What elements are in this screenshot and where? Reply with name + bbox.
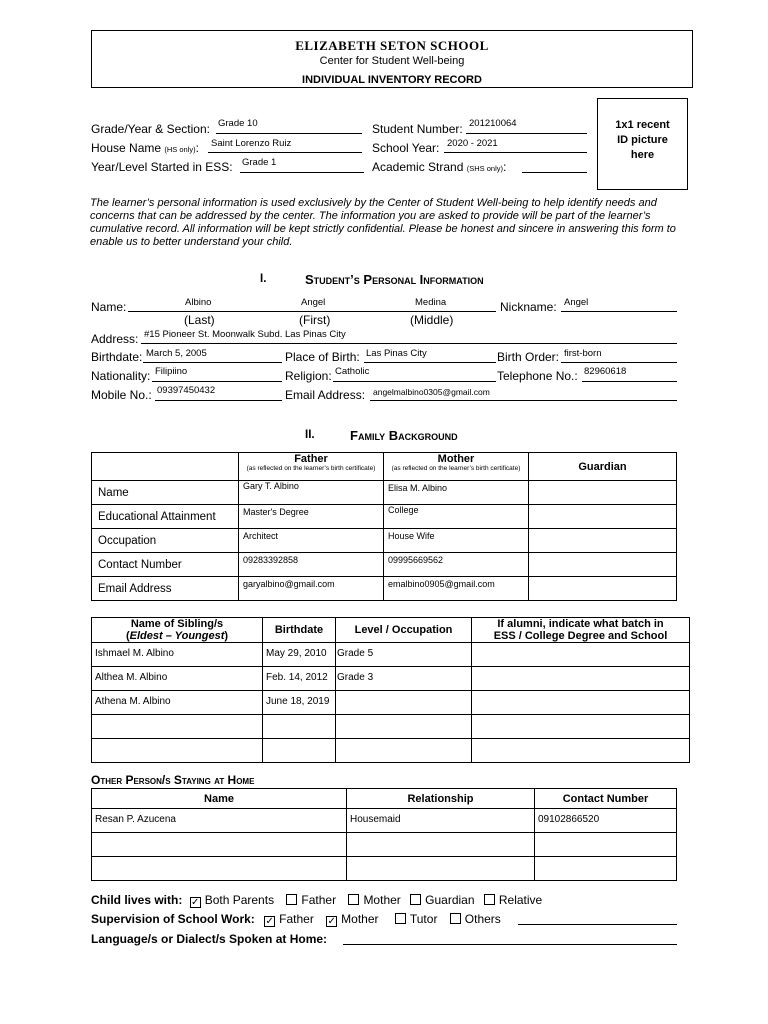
sibling-name[interactable]: Althea M. Albino [92, 667, 263, 691]
other-name-header: Name [92, 789, 347, 809]
sibling-level-header: Level / Occupation [336, 618, 472, 643]
other-relationship-header: Relationship [347, 789, 535, 809]
section2-title: Family Background [350, 428, 458, 443]
mother-contact[interactable]: 09995669562 [384, 553, 529, 577]
sibling-level[interactable] [336, 715, 472, 739]
mobile-label: Mobile No.: [91, 388, 152, 402]
guardian-name[interactable] [529, 481, 677, 505]
id-picture-line-1: 1x1 recent [615, 119, 670, 131]
record-title: INDIVIDUAL INVENTORY RECORD [302, 74, 482, 86]
checkbox[interactable] [286, 894, 297, 905]
student-number-label: Student Number: [372, 122, 463, 136]
mother-email[interactable]: emalbino0905@gmail.com [384, 577, 529, 601]
grade-line [216, 133, 362, 134]
other-name[interactable]: Resan P. Azucena [92, 809, 347, 833]
name-line [128, 311, 496, 312]
school-year-value[interactable]: 2020 - 2021 [447, 138, 498, 149]
father-education[interactable]: Master's Degree [239, 505, 384, 529]
school-name: ELIZABETH SETON SCHOOL [295, 38, 489, 53]
mobile-line [155, 400, 282, 401]
sibling-row [92, 667, 690, 691]
house-line [208, 152, 362, 153]
family-row-label: Contact Number [92, 553, 239, 577]
birthdate-line [143, 362, 282, 363]
section2-number: II. [305, 429, 315, 441]
address-value[interactable]: #15 Pioneer St. Moonwalk Subd. Las Pinas City [144, 329, 346, 340]
sibling-alumni[interactable] [472, 715, 690, 739]
telephone-value[interactable]: 82960618 [584, 366, 627, 377]
family-row-label: Name [92, 481, 239, 505]
nationality-line [152, 381, 282, 382]
middle-name-value[interactable]: Medina [415, 297, 447, 308]
checkbox-checked[interactable]: ✓ [327, 916, 336, 927]
birthplace-value[interactable]: Las Pinas City [366, 348, 427, 359]
birthdate-value[interactable]: March 5, 2005 [146, 348, 207, 359]
sibling-name[interactable]: Athena M. Albino [92, 691, 263, 715]
guardian-education[interactable] [529, 505, 677, 529]
supervision-row [91, 912, 501, 926]
email-value[interactable]: angelmalbino0305@gmail.com [373, 387, 490, 397]
family-row [92, 481, 677, 505]
family-row-label: Occupation [92, 529, 239, 553]
sibling-birthdate[interactable] [263, 715, 336, 739]
id-picture-box[interactable] [597, 98, 688, 190]
lives-option-father[interactable]: Father [286, 893, 336, 907]
sibling-alumni[interactable] [472, 667, 690, 691]
father-occupation[interactable]: Architect [239, 529, 384, 553]
sibling-birthdate[interactable]: May 29, 2010 [263, 643, 336, 667]
name-label: Name: [91, 300, 127, 314]
first-name-value[interactable]: Angel [301, 297, 326, 308]
student-number-line [466, 133, 587, 134]
supervision-label: Supervision of School Work: [91, 912, 255, 926]
sibling-alumni[interactable] [472, 643, 690, 667]
sibling-name[interactable] [92, 715, 263, 739]
nickname-value[interactable]: Angel [564, 297, 589, 308]
address-label: Address: [91, 332, 139, 346]
lives-option-both-parents[interactable]: ✓ Both Parents [190, 893, 275, 908]
birthplace-line [364, 362, 496, 363]
sibling-row [92, 739, 690, 763]
form-header [91, 30, 693, 88]
sibling-level[interactable] [336, 691, 472, 715]
guardian-occupation[interactable] [529, 529, 677, 553]
telephone-line [582, 381, 677, 382]
other-contact-header: Contact Number [535, 789, 677, 809]
year-started-value[interactable]: Grade 1 [242, 157, 277, 168]
telephone-label: Telephone No.: [497, 369, 578, 383]
grade-label: Grade/Year & Section: [91, 122, 210, 136]
father-header: Father (as reflected on the learner’s birth certificate) [239, 453, 384, 481]
nationality-value[interactable]: Filipiino [155, 366, 188, 377]
birthdate-label: Birthdate: [91, 350, 143, 364]
address-line [141, 343, 677, 344]
birth-order-line [561, 362, 677, 363]
guardian-email[interactable] [529, 577, 677, 601]
strand-line [522, 172, 587, 173]
sibling-level[interactable]: Grade 3 [336, 667, 472, 691]
sibling-name[interactable] [92, 739, 263, 763]
lives-option-mother[interactable]: Mother [348, 893, 400, 907]
nationality-label: Nationality: [91, 369, 151, 383]
family-row [92, 505, 677, 529]
lives-option-guardian[interactable]: Guardian [410, 893, 474, 907]
sibling-birthdate[interactable] [263, 739, 336, 763]
house-label: House Name (HS only): [91, 141, 199, 155]
lives-option-relative[interactable]: Relative [484, 893, 542, 907]
family-corner-cell [92, 453, 239, 481]
other-contact[interactable] [535, 857, 677, 881]
language-label: Language/s or Dialect/s Spoken at Home: [91, 932, 328, 946]
father-email[interactable]: garyalbino@gmail.com [239, 577, 384, 601]
family-row-label: Educational Attainment [92, 505, 239, 529]
sibling-alumni[interactable] [472, 739, 690, 763]
lives-with-label: Child lives with: [91, 893, 183, 907]
other-row [92, 809, 677, 833]
other-name[interactable] [92, 857, 347, 881]
father-name[interactable]: Gary T. Albino [239, 481, 384, 505]
mother-name[interactable]: Elisa M. Albino [384, 481, 529, 505]
mother-occupation[interactable]: House Wife [384, 529, 529, 553]
religion-label: Religion: [285, 369, 332, 383]
privacy-statement: The learner’s personal information is used exclusively by the Center of Student Well-being to help identify needs and concerns that can be addressed by the center. The information you are asked to provide will be part of the learner’s cumulative record. All information will be kept strictly confidential. Please be honest and sincere in answering this form to enable us to better understand your child. [90, 197, 676, 248]
child-lives-with-row [91, 893, 542, 907]
school-year-label: School Year: [372, 141, 440, 155]
school-year-line [444, 152, 587, 153]
checkbox[interactable] [410, 894, 421, 905]
family-row-label: Email Address [92, 577, 239, 601]
year-started-label: Year/Level Started in ESS: [91, 160, 233, 174]
checkbox[interactable] [395, 913, 406, 924]
checkbox-checked[interactable]: ✓ [265, 916, 274, 927]
religion-line [333, 381, 496, 382]
supervision-option-tutor[interactable]: Tutor [395, 912, 438, 926]
language-line[interactable] [343, 944, 677, 945]
sibling-name[interactable]: Ishmael M. Albino [92, 643, 263, 667]
checkbox[interactable] [348, 894, 359, 905]
supervision-option-others[interactable]: Others [450, 912, 501, 926]
other-contact[interactable]: 09102866520 [535, 809, 677, 833]
checkbox-checked[interactable]: ✓ [190, 897, 200, 908]
others-title: Other Person/s Staying at Home [91, 773, 255, 787]
family-table [91, 452, 677, 601]
sibling-name-header: Name of Sibling/s (Eldest – Youngest) [92, 618, 263, 643]
email-label: Email Address: [285, 388, 366, 402]
other-relationship[interactable] [347, 833, 535, 857]
supervision-option-mother[interactable]: ✓ Mother [327, 912, 379, 927]
sibling-birthdate[interactable]: Feb. 14, 2012 [263, 667, 336, 691]
birth-order-value[interactable]: first-born [564, 348, 602, 359]
guardian-header: Guardian [529, 453, 677, 481]
sibling-row [92, 691, 690, 715]
siblings-table [91, 617, 690, 763]
birthplace-label: Place of Birth: [285, 350, 360, 364]
last-name-value[interactable]: Albino [185, 297, 212, 308]
other-relationship[interactable] [347, 857, 535, 881]
family-row [92, 577, 677, 601]
first-caption: (First) [299, 313, 331, 327]
grade-value[interactable]: Grade 10 [218, 118, 258, 129]
house-value[interactable]: Saint Lorenzo Ruiz [211, 138, 292, 149]
guardian-contact[interactable] [529, 553, 677, 577]
other-row [92, 833, 677, 857]
student-number-value[interactable]: 201210064 [469, 118, 517, 129]
sibling-birthdate[interactable]: June 18, 2019 [263, 691, 336, 715]
mobile-value[interactable]: 09397450432 [157, 385, 216, 396]
others-specify-line[interactable] [518, 924, 677, 925]
other-relationship[interactable]: Housemaid [347, 809, 535, 833]
sibling-alumni-header: If alumni, indicate what batch in ESS / College Degree and School [472, 618, 690, 643]
id-picture-line-3: here [630, 149, 655, 161]
family-row [92, 553, 677, 577]
checkbox[interactable] [484, 894, 495, 905]
sibling-alumni[interactable] [472, 691, 690, 715]
nickname-line [561, 311, 677, 312]
other-contact[interactable] [535, 833, 677, 857]
other-row [92, 857, 677, 881]
nickname-label: Nickname: [500, 300, 557, 314]
section1-title: Student’s Personal Information [305, 272, 484, 287]
email-line [370, 400, 677, 401]
sibling-birthdate-header: Birthdate [263, 618, 336, 643]
supervision-option-father[interactable]: ✓ Father [265, 912, 314, 927]
religion-value[interactable]: Catholic [335, 366, 370, 377]
section1-number: I. [260, 273, 267, 285]
sibling-row [92, 643, 690, 667]
family-row [92, 529, 677, 553]
id-picture-line-2: ID picture [617, 134, 668, 146]
middle-caption: (Middle) [410, 313, 454, 327]
mother-education[interactable]: College [384, 505, 529, 529]
other-name[interactable] [92, 833, 347, 857]
sibling-row [92, 715, 690, 739]
sibling-level[interactable] [336, 739, 472, 763]
others-table [91, 788, 677, 881]
strand-label: Academic Strand (SHS only): [372, 160, 507, 174]
checkbox[interactable] [450, 913, 461, 924]
center-name: Center for Student Well-being [319, 55, 465, 67]
father-contact[interactable]: 09283392858 [239, 553, 384, 577]
birth-order-label: Birth Order: [497, 350, 560, 364]
last-caption: (Last) [184, 313, 215, 327]
mother-header: Mother (as reflected on the learner’s birth certificate) [384, 453, 529, 481]
sibling-level[interactable]: Grade 5 [336, 643, 472, 667]
year-started-line [240, 172, 364, 173]
